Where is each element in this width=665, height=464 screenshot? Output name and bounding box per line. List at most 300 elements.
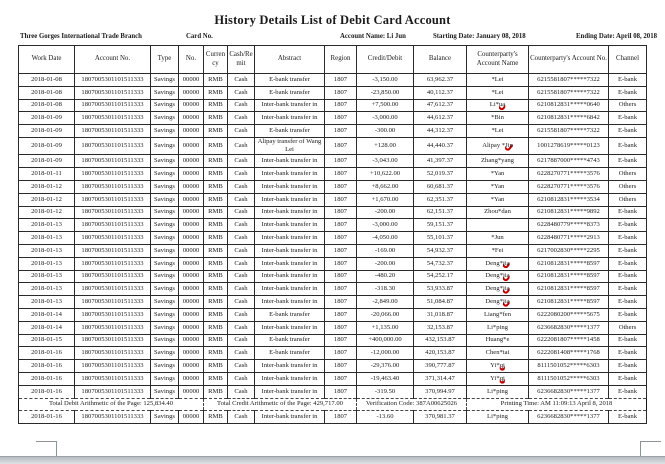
cell-work-date: 2018-01-09	[19, 112, 75, 125]
red-scribble-text: ua	[498, 101, 506, 109]
cell-channel: E-bank	[609, 283, 647, 296]
cell-counterparty-name: *Lei	[467, 86, 529, 99]
cell-work-date: 2018-01-15	[19, 334, 75, 347]
cell-abstract: Inter-bank transfer in	[255, 168, 325, 181]
cell-cash-remit: Cash	[228, 245, 255, 258]
cell-counterparty-name: Deng*jia	[467, 283, 529, 296]
cell-no: 00000	[179, 193, 204, 206]
crop-mark-bottom-right-horizontal	[640, 441, 661, 442]
cell-counterparty-account: 6217887000*****4743	[529, 155, 609, 168]
cell-currency: RMB	[204, 232, 228, 245]
cell-account-no: 1807005301101511333	[75, 411, 151, 424]
cell-abstract: Inter-bank transfer in	[255, 155, 325, 168]
cell-account-no: 1807005301101511333	[75, 193, 151, 206]
card-no-label: Card No.	[186, 33, 213, 40]
cell-region: 1807	[325, 206, 357, 219]
cell-channel: Others	[609, 168, 647, 181]
cell-no: 00000	[179, 373, 204, 386]
cell-credit-debit: -23,850.00	[357, 86, 414, 99]
cell-balance: 53,933.87	[414, 283, 467, 296]
cell-type: Savings	[151, 99, 179, 112]
col-header-balance: Balance	[414, 46, 467, 74]
cell-channel: E-bank	[609, 232, 647, 245]
cell-cash-remit: Cash	[228, 168, 255, 181]
cell-counterparty-name: *Yan	[467, 181, 529, 194]
cell-balance: 59,151.37	[414, 219, 467, 232]
cell-work-date: 2018-01-12	[19, 181, 75, 194]
table-row	[19, 411, 647, 424]
col-header-counterparty-account: Counterparty's Account No.	[529, 46, 609, 74]
cell-account-no: 1807005301101511333	[75, 385, 151, 398]
cell-credit-debit: -3,150.00	[357, 74, 414, 87]
cell-no: 00000	[179, 309, 204, 322]
cell-channel: E-bank	[609, 385, 647, 398]
cell-work-date: 2018-01-08	[19, 99, 75, 112]
cell-counterparty-account: 1001278619*****0123	[529, 137, 609, 154]
cell-cash-remit: Cash	[228, 309, 255, 322]
cell-counterparty-account: 6210812831*****6842	[529, 112, 609, 125]
cell-region: 1807	[325, 373, 357, 386]
cell-balance: 44,612.37	[414, 112, 467, 125]
cell-balance: 44,440.37	[414, 137, 467, 154]
cell-balance: 54,252.17	[414, 270, 467, 283]
cell-type: Savings	[151, 206, 179, 219]
table-row	[19, 219, 647, 232]
cell-currency: RMB	[204, 168, 228, 181]
table-row	[19, 99, 647, 112]
col-header-region: Region	[325, 46, 357, 74]
cell-counterparty-account: 6228480771*****2913	[529, 232, 609, 245]
cell-no: 00000	[179, 296, 204, 309]
cell-counterparty-name: Li*ping	[467, 385, 529, 398]
table-row	[19, 270, 647, 283]
table-row	[19, 193, 647, 206]
cell-account-no: 1807005301101511333	[75, 168, 151, 181]
cell-counterparty-name: Yi*qi	[467, 373, 529, 386]
cell-cash-remit: Cash	[228, 385, 255, 398]
cell-work-date: 2018-01-09	[19, 155, 75, 168]
cell-counterparty-account: 6210812831*****8597	[529, 296, 609, 309]
cell-region: 1807	[325, 137, 357, 154]
cell-type: Savings	[151, 168, 179, 181]
cell-cash-remit: Cash	[228, 193, 255, 206]
col-header-no: No.	[179, 46, 204, 74]
table-row	[19, 347, 647, 360]
cell-abstract: E-bank transfer	[255, 347, 325, 360]
cell-region: 1807	[325, 334, 357, 347]
cell-work-date: 2018-01-13	[19, 219, 75, 232]
cell-counterparty-name: Huang*e	[467, 334, 529, 347]
cell-balance: 370,981.37	[414, 411, 467, 424]
table-row	[19, 360, 647, 373]
cell-abstract: Inter-bank transfer in	[255, 283, 325, 296]
cell-cash-remit: Cash	[228, 112, 255, 125]
cell-counterparty-account: 6222080200*****5675	[529, 309, 609, 322]
cell-cash-remit: Cash	[228, 181, 255, 194]
cell-counterparty-name: Deng*jia	[467, 270, 529, 283]
table-row	[19, 385, 647, 398]
cell-region: 1807	[325, 181, 357, 194]
page-title: History Details List of Debit Card Account	[214, 13, 451, 27]
cell-no: 00000	[179, 360, 204, 373]
cell-cash-remit: Cash	[228, 219, 255, 232]
cell-channel: E-bank	[609, 296, 647, 309]
col-header-cash-remit: Cash/Remit	[228, 46, 255, 74]
cell-abstract: Inter-bank transfer in	[255, 321, 325, 334]
account-name: Account Name: Li Jun	[340, 33, 406, 40]
cell-counterparty-account: 6215581807*****7322	[529, 74, 609, 87]
cell-currency: RMB	[204, 296, 228, 309]
cell-cash-remit: Cash	[228, 411, 255, 424]
cell-cash-remit: Cash	[228, 296, 255, 309]
cell-no: 00000	[179, 283, 204, 296]
cell-balance: 62,351.37	[414, 193, 467, 206]
cell-channel: E-bank	[609, 347, 647, 360]
cell-account-no: 1807005301101511333	[75, 334, 151, 347]
cell-counterparty-account: 6217002830*****2295	[529, 245, 609, 258]
cell-counterparty-name: *Lei	[467, 125, 529, 138]
cell-work-date: 2018-01-13	[19, 245, 75, 258]
cell-currency: RMB	[204, 125, 228, 138]
cell-work-date: 2018-01-16	[19, 360, 75, 373]
cell-counterparty-name: Zhou*dan	[467, 206, 529, 219]
cell-balance: 52,019.37	[414, 168, 467, 181]
cell-type: Savings	[151, 283, 179, 296]
cell-currency: RMB	[204, 360, 228, 373]
col-header-account-no: Account No.	[75, 46, 151, 74]
cell-counterparty-name: Liang*fen	[467, 309, 529, 322]
cell-type: Savings	[151, 181, 179, 194]
cell-region: 1807	[325, 360, 357, 373]
cell-cash-remit: Cash	[228, 232, 255, 245]
cell-work-date: 2018-01-16	[19, 385, 75, 398]
cell-credit-debit: -20,066.00	[357, 309, 414, 322]
cell-region: 1807	[325, 385, 357, 398]
red-scribble-text: Jin	[505, 142, 513, 150]
cell-balance: 432,153.87	[414, 334, 467, 347]
cell-no: 00000	[179, 181, 204, 194]
table-row	[19, 168, 647, 181]
cell-region: 1807	[325, 245, 357, 258]
cell-balance: 62,151.37	[414, 206, 467, 219]
cell-type: Savings	[151, 385, 179, 398]
cell-work-date: 2018-01-12	[19, 193, 75, 206]
red-scribble-text: jia	[503, 285, 510, 293]
cell-credit-debit: -3,000.00	[357, 219, 414, 232]
cell-abstract: E-bank transfer	[255, 125, 325, 138]
cell-currency: RMB	[204, 206, 228, 219]
cell-abstract: Inter-bank transfer in	[255, 99, 325, 112]
cell-balance: 54,932.37	[414, 245, 467, 258]
cell-credit-debit: -4,050.00	[357, 232, 414, 245]
branch-name: Three Gorges International Trade Branch	[20, 33, 142, 40]
cell-credit-debit: -169.00	[357, 245, 414, 258]
cell-account-no: 1807005301101511333	[75, 347, 151, 360]
cell-type: Savings	[151, 296, 179, 309]
col-header-type: Type	[151, 46, 179, 74]
cell-channel: E-bank	[609, 74, 647, 87]
cell-account-no: 1807005301101511333	[75, 86, 151, 99]
cell-counterparty-account: 6215581807*****7322	[529, 86, 609, 99]
cell-type: Savings	[151, 137, 179, 154]
cell-balance: 51,084.87	[414, 296, 467, 309]
cell-channel: E-bank	[609, 86, 647, 99]
cell-no: 00000	[179, 168, 204, 181]
cell-currency: RMB	[204, 334, 228, 347]
table-row	[19, 206, 647, 219]
history-table	[18, 45, 647, 424]
cell-credit-debit: -3,000.00	[357, 112, 414, 125]
table-row	[19, 283, 647, 296]
cell-region: 1807	[325, 74, 357, 87]
cell-work-date: 2018-01-12	[19, 206, 75, 219]
cell-no: 00000	[179, 219, 204, 232]
table-row	[19, 232, 647, 245]
cell-cash-remit: Cash	[228, 257, 255, 270]
cell-region: 1807	[325, 283, 357, 296]
cell-account-no: 1807005301101511333	[75, 270, 151, 283]
cell-counterparty-name: Deng*jia	[467, 296, 529, 309]
cell-account-no: 1807005301101511333	[75, 360, 151, 373]
cell-channel: E-bank	[609, 257, 647, 270]
header-row	[19, 46, 647, 74]
cell-counterparty-name: Li*ua	[467, 99, 529, 112]
cell-balance: 47,612.37	[414, 99, 467, 112]
cell-abstract: Inter-bank transfer in	[255, 270, 325, 283]
cell-no: 00000	[179, 334, 204, 347]
red-scribble-text: jia	[503, 272, 510, 280]
cell-currency: RMB	[204, 74, 228, 87]
cell-balance: 420,153.87	[414, 347, 467, 360]
meta-line	[0, 33, 665, 44]
cell-currency: RMB	[204, 219, 228, 232]
cell-region: 1807	[325, 125, 357, 138]
cell-counterparty-account: 6210812831*****8597	[529, 283, 609, 296]
red-scribble-text: qi	[499, 361, 505, 369]
table-row	[19, 334, 647, 347]
cell-channel: E-bank	[609, 270, 647, 283]
cell-type: Savings	[151, 347, 179, 360]
cell-region: 1807	[325, 296, 357, 309]
cell-counterparty-account: 6228270771*****3576	[529, 168, 609, 181]
cell-abstract: E-bank transfer	[255, 74, 325, 87]
cell-region: 1807	[325, 219, 357, 232]
cell-work-date: 2018-01-09	[19, 125, 75, 138]
cell-cash-remit: Cash	[228, 270, 255, 283]
cell-cash-remit: Cash	[228, 283, 255, 296]
red-scribble-text: jia	[503, 298, 510, 305]
cell-counterparty-account: 6210812831*****9892	[529, 206, 609, 219]
cell-type: Savings	[151, 112, 179, 125]
col-header-currency: Currency	[204, 46, 228, 74]
cell-counterparty-name: Yi*qi	[467, 360, 529, 373]
cell-no: 00000	[179, 99, 204, 112]
cell-type: Savings	[151, 334, 179, 347]
cell-channel: Others	[609, 193, 647, 206]
cell-abstract: Inter-bank transfer in	[255, 112, 325, 125]
cell-cash-remit: Cash	[228, 137, 255, 154]
cell-type: Savings	[151, 155, 179, 168]
cell-counterparty-name: Deng*jia	[467, 257, 529, 270]
cell-no: 00000	[179, 125, 204, 138]
ending-date: Ending Date: April 08, 2018	[576, 33, 658, 40]
cell-credit-debit: -29,376.00	[357, 360, 414, 373]
cell-account-no: 1807005301101511333	[75, 321, 151, 334]
cell-region: 1807	[325, 270, 357, 283]
crop-mark-bottom-right-vertical	[640, 441, 641, 457]
cell-account-no: 1807005301101511333	[75, 219, 151, 232]
cell-balance: 40,112.37	[414, 86, 467, 99]
cell-account-no: 1807005301101511333	[75, 283, 151, 296]
cell-abstract: E-bank transfer	[255, 86, 325, 99]
crop-mark-bottom-left-vertical	[56, 441, 57, 457]
cell-channel: E-bank	[609, 125, 647, 138]
cell-cash-remit: Cash	[228, 86, 255, 99]
cell-counterparty-name: Alipay *Jin	[467, 137, 529, 154]
table-row	[19, 309, 647, 322]
cell-channel: E-bank	[609, 309, 647, 322]
cell-account-no: 1807005301101511333	[75, 309, 151, 322]
cell-channel: E-bank	[609, 155, 647, 168]
cell-counterparty-account: 6222081408*****1768	[529, 347, 609, 360]
cell-cash-remit: Cash	[228, 155, 255, 168]
page-total-row	[19, 398, 647, 411]
cell-credit-debit: +128.00	[357, 137, 414, 154]
cell-currency: RMB	[204, 347, 228, 360]
cell-work-date: 2018-01-16	[19, 347, 75, 360]
cell-currency: RMB	[204, 373, 228, 386]
cell-currency: RMB	[204, 181, 228, 194]
cell-counterparty-account: 6215581807*****7322	[529, 125, 609, 138]
cell-credit-debit: +8,662.00	[357, 181, 414, 194]
cell-account-no: 1807005301101511333	[75, 112, 151, 125]
cell-currency: RMB	[204, 155, 228, 168]
cell-no: 00000	[179, 232, 204, 245]
cell-work-date: 2018-01-14	[19, 309, 75, 322]
cell-currency: RMB	[204, 321, 228, 334]
cell-region: 1807	[325, 86, 357, 99]
cell-channel: E-bank	[609, 112, 647, 125]
cell-no: 00000	[179, 206, 204, 219]
cell-no: 00000	[179, 411, 204, 424]
cell-work-date: 2018-01-13	[19, 257, 75, 270]
cell-currency: RMB	[204, 270, 228, 283]
cell-work-date: 2018-01-16	[19, 373, 75, 386]
cell-abstract: Inter-bank transfer in	[255, 232, 325, 245]
cell-region: 1807	[325, 411, 357, 424]
red-scribble-text: qi	[499, 374, 505, 382]
cell-abstract: Inter-bank transfer in	[255, 360, 325, 373]
crop-mark-bottom-left-horizontal	[36, 441, 57, 442]
cell-no: 00000	[179, 155, 204, 168]
cell-work-date: 2018-01-09	[19, 137, 75, 154]
cell-balance: 41,397.37	[414, 155, 467, 168]
cell-currency: RMB	[204, 112, 228, 125]
cell-account-no: 1807005301101511333	[75, 296, 151, 309]
cell-abstract: Inter-bank transfer in	[255, 219, 325, 232]
cell-credit-debit: +7,500.00	[357, 99, 414, 112]
cell-counterparty-name: *Bin	[467, 112, 529, 125]
cell-currency: RMB	[204, 86, 228, 99]
cell-region: 1807	[325, 321, 357, 334]
cell-work-date: 2018-01-08	[19, 86, 75, 99]
cell-type: Savings	[151, 193, 179, 206]
cell-channel: E-bank	[609, 245, 647, 258]
cell-work-date: 2018-01-14	[19, 321, 75, 334]
cell-credit-debit: +10,622.00	[357, 168, 414, 181]
cell-currency: RMB	[204, 193, 228, 206]
cell-type: Savings	[151, 219, 179, 232]
cell-work-date: 2018-01-08	[19, 74, 75, 87]
cell-credit-debit: -319.50	[357, 385, 414, 398]
cell-cash-remit: Cash	[228, 360, 255, 373]
cell-balance: 371,314.47	[414, 373, 467, 386]
cell-abstract: Inter-bank transfer in	[255, 245, 325, 258]
cell-work-date: 2018-01-13	[19, 270, 75, 283]
cell-balance: 55,101.37	[414, 232, 467, 245]
cell-abstract: Inter-bank transfer in	[255, 373, 325, 386]
total-credit: Total Credit Arithmetic of the Page: 429,717.00	[204, 398, 357, 411]
cell-balance: 370,994.97	[414, 385, 467, 398]
cell-cash-remit: Cash	[228, 321, 255, 334]
cell-currency: RMB	[204, 99, 228, 112]
table-row	[19, 181, 647, 194]
cell-type: Savings	[151, 309, 179, 322]
cell-cash-remit: Cash	[228, 74, 255, 87]
cell-currency: RMB	[204, 245, 228, 258]
cell-abstract: Inter-bank transfer in	[255, 193, 325, 206]
cell-credit-debit: +400,000.00	[357, 334, 414, 347]
cell-counterparty-name: *Jun	[467, 232, 529, 245]
cell-region: 1807	[325, 347, 357, 360]
cell-type: Savings	[151, 257, 179, 270]
cell-channel: E-bank	[609, 411, 647, 424]
cell-region: 1807	[325, 309, 357, 322]
cell-counterparty-account: 8111501052*****6303	[529, 360, 609, 373]
table-row	[19, 245, 647, 258]
red-scribble-text: jia	[503, 259, 510, 267]
table-row	[19, 137, 647, 154]
cell-counterparty-name: Li*ping	[467, 321, 529, 334]
cell-type: Savings	[151, 232, 179, 245]
cell-credit-debit: +1,670.00	[357, 193, 414, 206]
cell-no: 00000	[179, 257, 204, 270]
cell-credit-debit: -19,463.40	[357, 373, 414, 386]
cell-balance: 31,018.87	[414, 309, 467, 322]
cell-work-date: 2018-01-13	[19, 232, 75, 245]
cell-abstract: Alipay transfer of Wang Lei	[255, 137, 325, 154]
cell-abstract: E-bank transfer	[255, 309, 325, 322]
cell-type: Savings	[151, 86, 179, 99]
cell-abstract: E-bank transfer	[255, 334, 325, 347]
cell-counterparty-name	[467, 219, 529, 232]
cell-counterparty-account: 6210812831*****8597	[529, 257, 609, 270]
cell-counterparty-name: *Yan	[467, 193, 529, 206]
total-debit: Total Debit Arithmetic of the Page: 125,834.40	[19, 398, 204, 411]
col-header-counterparty-name: Counterparty's Account Name	[467, 46, 529, 74]
cell-channel: E-bank	[609, 334, 647, 347]
cell-no: 00000	[179, 270, 204, 283]
cell-channel: Others	[609, 181, 647, 194]
cell-no: 00000	[179, 137, 204, 154]
cell-account-no: 1807005301101511333	[75, 206, 151, 219]
cell-account-no: 1807005301101511333	[75, 232, 151, 245]
cell-account-no: 1807005301101511333	[75, 373, 151, 386]
cell-cash-remit: Cash	[228, 99, 255, 112]
cell-counterparty-account: 8111501052*****6303	[529, 373, 609, 386]
cell-channel: E-bank	[609, 219, 647, 232]
cell-account-no: 1807005301101511333	[75, 181, 151, 194]
